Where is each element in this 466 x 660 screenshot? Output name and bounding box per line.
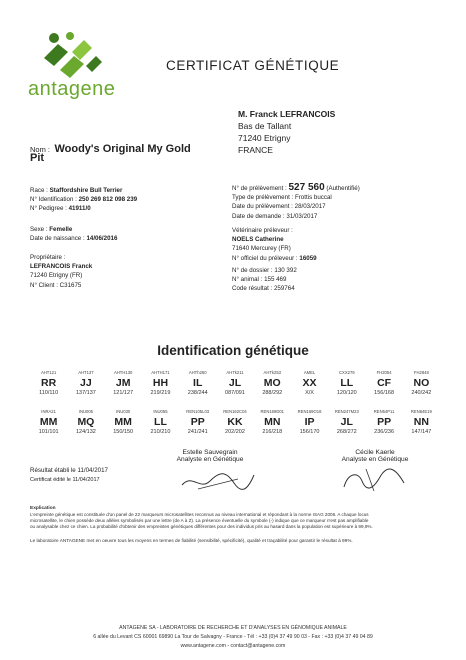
lab-statement: Le laboratoire ANTAGENE met en oeuvre tous les moyens en termes de fiabilité (sensibilité, spécificité), qualité et traçabilité pour garantir le résultat à 99%. [30,538,353,543]
marker-name: AHT137 [78,370,94,375]
sample-info: N° de prélèvement : 527 560 (Authentifié) Type de prélèvement : Frottis buccal Date du prélèvement : 28/03/2017 Date de demande : 31/03/2017 [232,182,360,220]
marker-cell [179,409,216,435]
allele-size: 238/244 [187,390,208,396]
allele-pair: CF [377,377,392,389]
allele-pair: JM [115,377,131,389]
marker-grid-row-2 [30,409,440,435]
marker-grid-row-1 [30,370,440,396]
marker-name: AHTk253 [263,370,281,375]
dog-sex-birth: Sexe : Femelle Date de naissance : 14/06/2016 [30,226,118,243]
allele-pair: MM [39,416,58,428]
marker-name: INU055 [153,409,168,414]
allele-pair: JJ [80,377,92,389]
allele-pair: LL [154,416,167,428]
marker-name: AHTH171 [151,370,170,375]
dog-name-cont: Pit [30,152,45,164]
marker-name: REN162C04 [223,409,247,414]
edited-date: Certificat édité le 11/04/2017 [30,477,100,483]
recipient-country: FRANCE [238,145,273,155]
marker-name: REN54P11 [373,409,395,414]
marker-name: AHTk211 [226,370,244,375]
allele-size: 124/132 [75,429,96,435]
marker-name: AHT121 [40,370,57,375]
marker-name: AMEL [303,370,316,375]
allele-size: 101/101 [38,429,59,435]
signature-right: Cécile Kaerle Analyste en Génétique [341,449,409,463]
allele-size: 137/137 [75,390,96,396]
allele-pair: IP [304,416,315,428]
allele-pair: JL [340,416,353,428]
allele-size: 156/168 [374,390,395,396]
marker-cell [291,409,328,435]
file-info: N° de dossier : 130 392 N° animal : 155 469 Code résultat : 259764 [232,267,297,293]
signature-right-icon [338,465,412,495]
allele-size: 110/110 [39,390,59,396]
dog-name: Nom : Woody's Original My Gold [30,143,191,155]
marker-cell [30,370,67,396]
allele-size: 202/202 [225,429,245,435]
marker-cell [30,409,67,435]
marker-cell [142,409,179,435]
marker-name: FH2848 [413,370,429,375]
marker-name: INU005 [78,409,93,414]
marker-cell [216,409,253,435]
footer-line-3: www.antagene.com - contact@antagene.com [180,643,286,649]
allele-size: 288/292 [262,390,283,396]
allele-size: 156/170 [299,429,320,435]
allele-pair: XX [302,377,317,389]
marker-cell [365,409,402,435]
marker-name: AHTh260 [188,370,207,375]
allele-pair: HH [152,377,169,389]
dog-info: Race : Staffordshire Bull Terrier N° Identification : 250 269 812 098 239 N° Pedigree : 41911/0 [30,187,138,213]
marker-name: AHTH130 [113,370,133,375]
allele-pair: KK [227,416,243,428]
allele-pair: LL [340,377,354,389]
allele-size: 147/147 [411,429,432,435]
marker-name: INRA21 [41,409,56,414]
marker-cell [67,370,104,396]
allele-pair: MM [114,416,132,428]
allele-size: 268/272 [336,429,357,435]
allele-pair: PP [377,416,392,428]
marker-cell [67,409,104,435]
marker-cell [105,409,142,435]
marker-cell [254,409,291,435]
marker-name: REN247M23 [334,409,359,414]
marker-name: CXX279 [339,370,355,375]
antagene-wordmark: antagene [28,78,116,100]
marker-cell [291,370,328,396]
allele-pair: RR [41,377,57,389]
allele-pair: JL [228,377,242,389]
allele-size: 120/120 [336,390,357,396]
marker-cell [403,409,440,435]
recipient-name: M. Franck LEFRANCOIS [238,109,336,119]
explanation: Explication L'empreinte génétique est constituée d'un panel de 22 marqueurs microsatellites reconnus au niveau international et répondant à la norme ISAG 2006. A chaque locus microsatellite, le chien possède deux allèles symbolisés par une lettre (de A à Z). La présence éventuelle du symbole (-) indique que ce marqueur n'est pas amplifiable ou analysable chez ce chien. La probabilité d'obtenir des empreintes génétiques différentes pour des individus pris au hasard dans la population est supérieure à 99,9%. [30,506,373,529]
marker-cell [365,370,402,396]
allele-pair: MQ [77,416,95,428]
result-date: Résultat établi le 11/04/2017 [30,467,108,474]
marker-cell [179,370,216,396]
allele-pair: MO [263,377,281,389]
allele-size: 087/091 [225,390,245,396]
allele-pair: IL [193,377,203,389]
allele-size: X/X [305,390,314,396]
marker-name: INU030 [116,409,131,414]
section-title: Identification génétique [157,343,309,358]
owner-info: Propriétaire : LEFRANCOIS Franck 71240 Etrigny (FR) N° Client : C31675 [30,254,93,289]
signature-left-icon [178,467,258,495]
marker-cell [328,370,365,396]
marker-cell [142,370,179,396]
recipient-address-2: 71240 Etrigny [238,133,291,143]
marker-name: REN169O18 [297,409,322,414]
marker-cell [216,370,253,396]
marker-cell [254,370,291,396]
marker-name: FH2054 [376,370,392,375]
allele-pair: PP [190,416,205,428]
allele-pair: NO [413,377,430,389]
allele-size: 216/218 [262,429,283,435]
page-title: CERTIFICAT GÉNÉTIQUE [166,58,340,73]
recipient-address-1: Bas de Tallant [238,121,292,131]
signature-left: Estelle Sauvegrain Analyste en Génétique [176,449,244,463]
allele-pair: NN [413,416,429,428]
marker-cell [403,370,440,396]
marker-name: REN105L03 [186,409,210,414]
allele-size: 121/127 [113,390,134,396]
footer-line-1: ANTAGENE SA - LABORATOIRE DE RECHERCHE ET D'ANALYSES EN GÉNOMIQUE ANIMALE [119,625,347,631]
marker-name: REN169D01 [260,409,285,414]
marker-name: REN64E19 [410,409,432,414]
allele-size: 240/242 [411,390,432,396]
footer-line-2: 6 allée du Levant CS 60001 69890 La Tour de Salvagny - France - Tél : +33 (0)4 37 49 90 03 - Fax : +33 (0)4 37 49 04 89 [93,634,373,640]
allele-pair: MN [264,416,281,428]
allele-size: 219/219 [150,390,171,396]
vet-info: Vétérinaire préleveur : NOELS Catherine 71640 Mercurey (FR) N° officiel du préleveur : 16059 [232,227,317,262]
marker-cell [105,370,142,396]
marker-cell [328,409,365,435]
allele-size: 210/210 [150,429,171,435]
allele-size: 150/150 [113,429,134,435]
allele-size: 241/241 [187,429,208,435]
allele-size: 236/236 [374,429,395,435]
